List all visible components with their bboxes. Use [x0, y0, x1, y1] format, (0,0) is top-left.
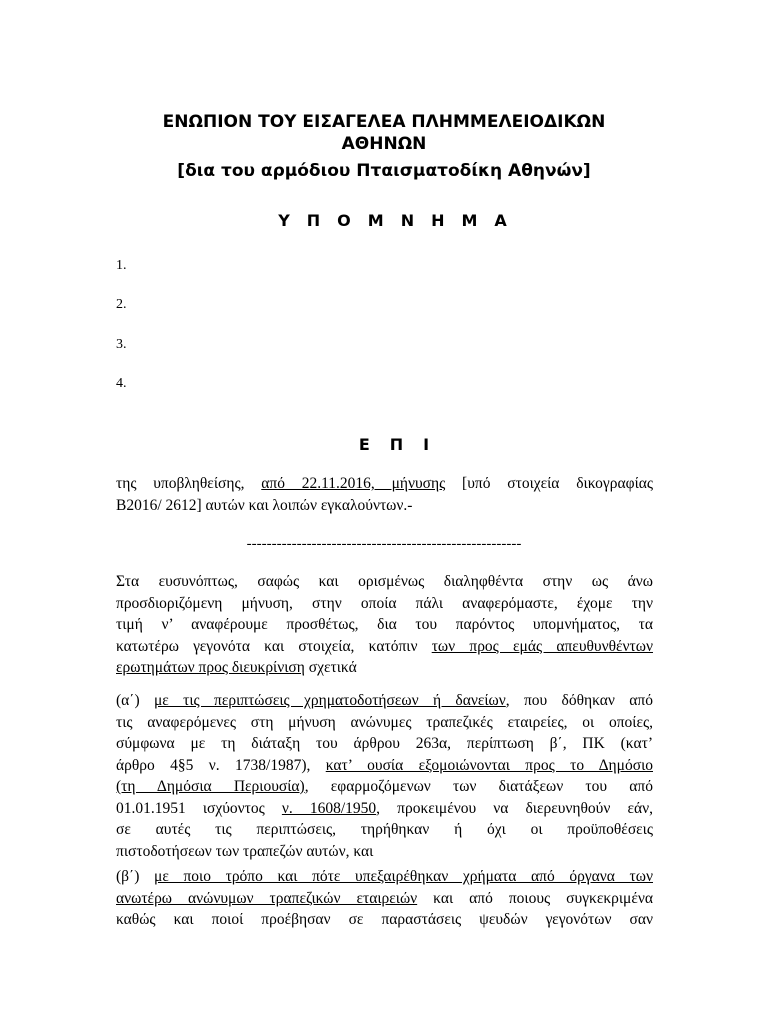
text-line: πιστοδοτήσεων των τραπεζών αυτών, και: [116, 842, 374, 860]
text-line: καθώς και ποιοί προέβησαν σε παραστάσεις ψευδών γεγονότων σαν: [116, 911, 653, 928]
text-line: της υποβληθείσης, από 22.11.2016, μήνυσης [υπό στοιχεία δικογραφίας: [116, 475, 653, 492]
court-heading: ΕΝΩΠΙΟΝ ΤΟΥ ΕΙΣΑΓΕΛΕΑ ΠΛΗΜΜΕΛΕΙΟΔΙΚΩΝ: [162, 112, 606, 132]
court-subheading: [δια του αρμόδιου Πταισματοδίκη Αθηνών]: [177, 161, 591, 181]
text-line: σε αυτές τις περιπτώσεις, τηρήθηκαν ή όχι οι προϋποθέσεις: [116, 821, 653, 838]
text-line: (β΄) με ποιο τρόπο και πότε υπεξαιρέθηκαν χρήματα από όργανα των: [116, 868, 653, 885]
text-line: ανωτέρω ανώνυμων τραπεζικών εταιρειών και από ποιους συγκεκριμένα: [116, 889, 653, 907]
court-city: ΑΘΗΝΩΝ: [341, 134, 427, 154]
section-heading-epi: ΕΠΙ: [358, 435, 450, 454]
text-line: προσδιοριζόμενη μήνυση, στην οποία πάλι αναφερόμαστε, έχομε την: [116, 594, 653, 612]
numbered-item: 2.: [116, 297, 127, 312]
document-title: ΥΠΟΜΝΗΜΑ: [278, 211, 524, 230]
numbered-item: 4.: [116, 376, 127, 391]
text-line: τις αναφερόμενες στη μήνυση ανώνυμες τραπεζικές εταιρείες, οι οποίες,: [116, 713, 653, 731]
text-line: άρθρο 4§5 ν. 1738/1987), κατ’ ουσία εξομοιώνονται προς το Δημόσιο: [116, 756, 653, 774]
text-line: σύμφωνα με τη διάταξη του άρθρου 263α, περίπτωση β΄, ΠΚ (κατ’: [116, 735, 653, 752]
intro-paragraph: [116, 473, 653, 516]
separator-line: -------------------------------------------------------: [246, 536, 522, 552]
text-line: Β2016/ 2612] αυτών και λοιπών εγκαλούντων.-: [116, 496, 413, 514]
text-line: ερωτημάτων προς διευκρίνιση σχετικά: [116, 659, 357, 676]
body-paragraph-3: [116, 866, 653, 931]
text-line: (α΄) με τις περιπτώσεις χρηματοδοτήσεων ή δανείων, που δόθηκαν από: [116, 692, 653, 709]
text-line: κατωτέρω γεγονότα και στοιχεία, κατόπιν των προς εμάς απευθυνθέντων: [116, 637, 653, 655]
numbered-item: 3.: [116, 337, 127, 352]
text-line: 01.01.1951 ισχύοντος ν. 1608/1950, προκειμένου να διερευνηθούν εάν,: [116, 799, 653, 817]
text-line: τιμή ν’ αναφέρουμε προσθέτως, δια του παρόντος υπομνήματος, τα: [116, 616, 653, 633]
body-paragraph-1: [116, 571, 653, 679]
body-paragraph-2: [116, 690, 653, 862]
numbered-item: 1.: [116, 258, 127, 273]
text-line: (τη Δημόσια Περιουσία), εφαρμοζόμενων των διατάξεων του από: [116, 778, 653, 795]
text-line: Στα ευσυνόπτως, σαφώς και ορισμένως διαληφθέντα στην ως άνω: [116, 573, 653, 590]
